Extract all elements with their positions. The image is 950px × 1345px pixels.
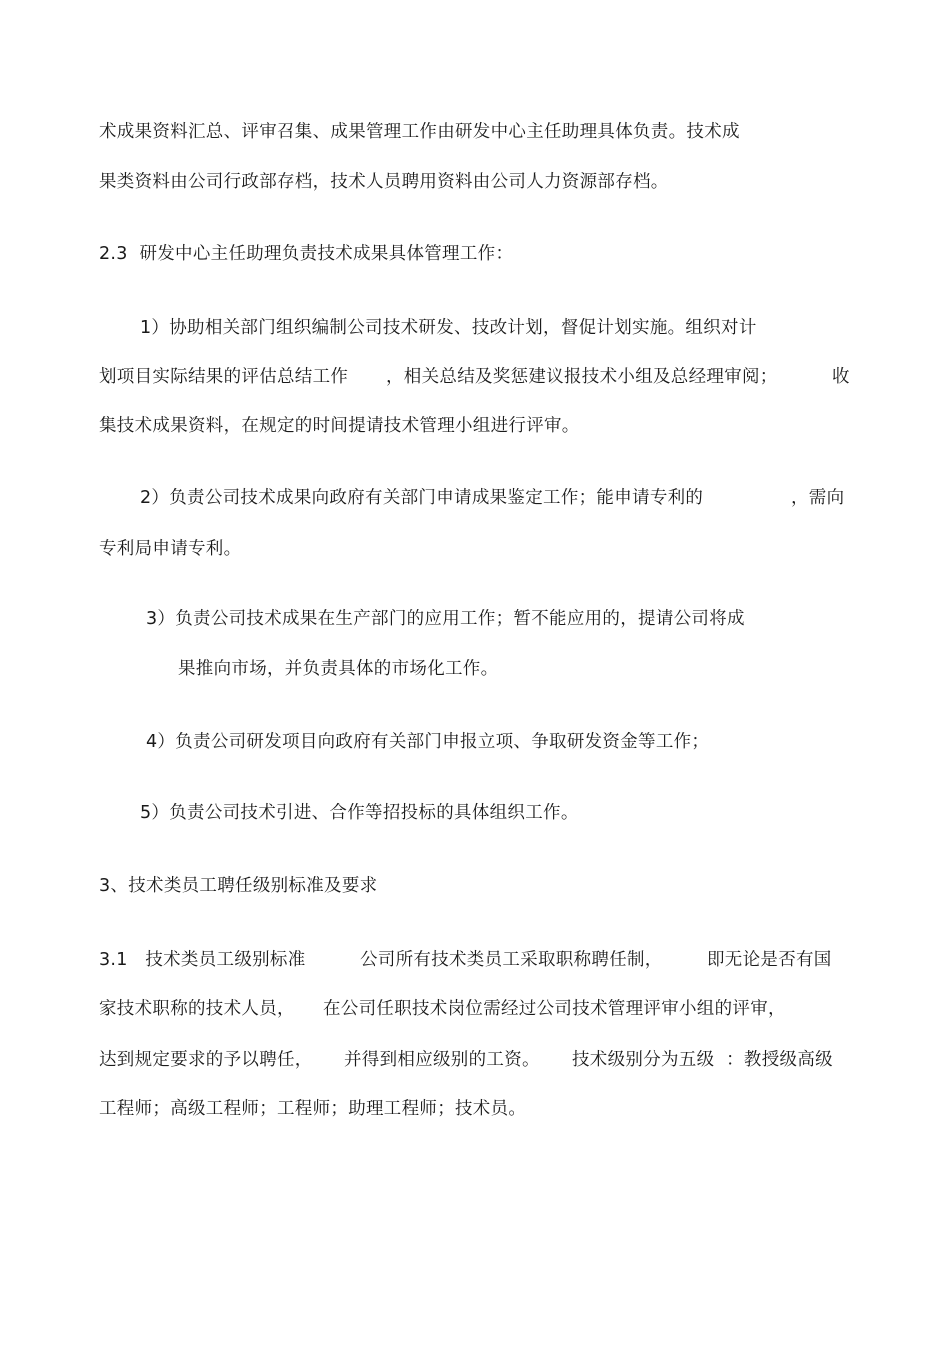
text-line: 专利局申请专利。 bbox=[99, 539, 242, 559]
text-line: ，需向 bbox=[791, 488, 845, 508]
text-line: 在公司任职技术岗位需经过公司技术管理评审小组的评审， bbox=[323, 999, 786, 1019]
text-line: 并得到相应级别的工资。 bbox=[344, 1050, 540, 1070]
text-line: 3.1 技术类员工级别标准 bbox=[99, 950, 306, 970]
text-line: 果类资料由公司行政部存档，技术人员聘用资料由公司人力资源部存档。 bbox=[99, 172, 669, 192]
list-item-4: 4）负责公司研发项目向政府有关部门申报立项、争取研发资金等工作； bbox=[146, 732, 710, 752]
text-line: 收 bbox=[832, 367, 850, 387]
text-line: 2）负责公司技术成果向政府有关部门申请成果鉴定工作；能申请专利的 bbox=[140, 488, 704, 508]
text-line: 果推向市场，并负责具体的市场化工作。 bbox=[178, 659, 499, 679]
text-line: 技术级别分为五级 ：教授级高级 bbox=[572, 1050, 833, 1070]
text-line: 工程师；高级工程师；工程师；助理工程师；技术员。 bbox=[99, 1099, 527, 1119]
text-line: 集技术成果资料，在规定的时间提请技术管理小组进行评审。 bbox=[99, 416, 580, 436]
text-line: 公司所有技术类员工采取职称聘任制， bbox=[360, 950, 663, 970]
text-line: ，相关总结及奖惩建议报技术小组及总经理审阅； bbox=[386, 367, 778, 387]
section-heading-2-3: 2.3 研发中心主任助理负责技术成果具体管理工作： bbox=[99, 244, 514, 264]
text-line: 家技术职称的技术人员， bbox=[99, 999, 295, 1019]
text-line: 达到规定要求的予以聘任， bbox=[99, 1050, 313, 1070]
list-item-5: 5）负责公司技术引进、合作等招投标的具体组织工作。 bbox=[140, 803, 579, 823]
text-line: 即无论是否有国 bbox=[707, 950, 832, 970]
text-line: 1）协助相关部门组织编制公司技术研发、技改计划，督促计划实施。组织对计 bbox=[140, 318, 757, 338]
text-line: 划项目实际结果的评估总结工作 bbox=[99, 367, 349, 387]
text-line: 术成果资料汇总、评审召集、成果管理工作由研发中心主任助理具体负责。技术成 bbox=[99, 122, 740, 142]
section-heading-3: 3、技术类员工聘任级别标准及要求 bbox=[99, 876, 378, 896]
text-line: 3）负责公司技术成果在生产部门的应用工作；暂不能应用的，提请公司将成 bbox=[146, 609, 745, 629]
